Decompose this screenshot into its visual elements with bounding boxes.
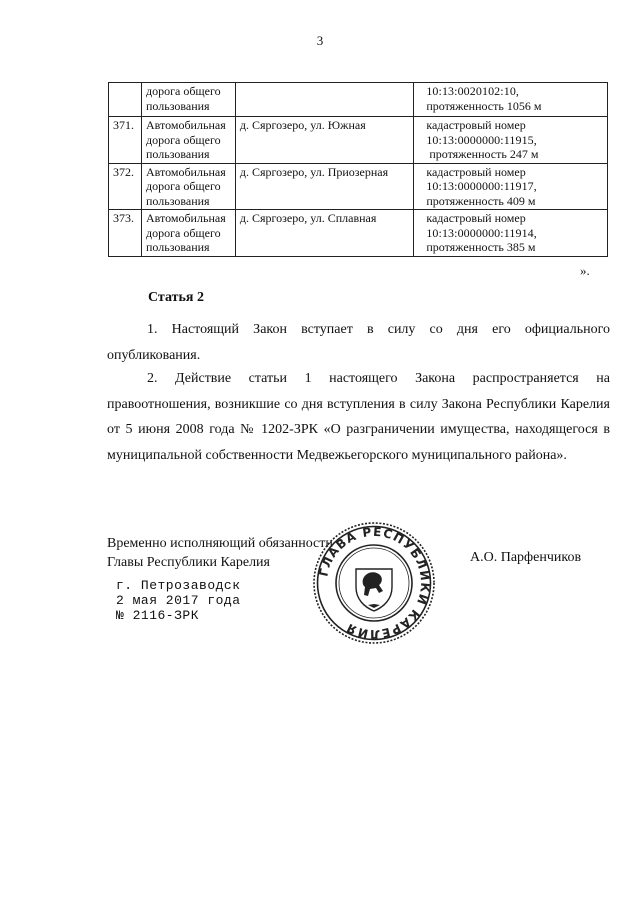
road-location: д. Сяргозеро, ул. Южная [235,117,413,164]
row-number: 372. [109,163,142,210]
table-row [109,210,608,257]
paragraph-1: 1. Настоящий Закон вступает в силу со дня его официального опубликования. [107,322,610,363]
signatory-position-line1: Временно исполняющий обязанности [107,536,333,551]
official-seal [312,521,436,645]
row-number: 371. [109,117,142,164]
table-row [109,83,608,117]
registration-stamp [116,578,241,623]
road-type: Автомобильная дорога общего пользования [141,117,235,164]
closing-quote: ». [580,263,590,278]
row-number [109,83,142,117]
road-location: д. Сяргозеро, ул. Приозерная [235,163,413,210]
road-details: кадастровый номер 10:13:0000000:11914, протяженность 385 м [414,210,608,257]
road-details: 10:13:0020102:10, протяженность 1056 м [414,83,608,117]
signatory-position-line2: Главы Республики Карелия [107,555,270,570]
stamp-number: № 2116-ЗРК [116,608,200,623]
table-row [109,117,608,164]
signatory-position [107,534,333,572]
stamp-city: г. Петрозаводск [116,578,241,593]
register-table [108,82,608,257]
page-number: 3 [316,33,324,48]
paragraph-2: 2. Действие статьи 1 настоящего Закона распространяется на правоотношения, возникшие со дня вступления в силу Закона Республики Карелия от 5 июня 2008 года № 1202-ЗРК «О разграничении имущества, находящегося в муниципальной собственности Медвежьегорского муниципального района». [107,371,610,463]
road-details: кадастровый номер 10:13:0000000:11915, протяженность 247 м [414,117,608,164]
road-type: Автомобильная дорога общего пользования [141,210,235,257]
road-type: дорога общего пользования [141,83,235,117]
road-type: Автомобильная дорога общего пользования [141,163,235,210]
seal-emblem-icon [356,569,392,611]
seal-text: ГЛАВА РЕСПУБЛИКИ КАРЕЛИЯ [316,524,433,642]
road-details: кадастровый номер 10:13:0000000:11917, протяженность 409 м [414,163,608,210]
article-title: Статья 2 [148,290,204,305]
table-row [109,163,608,210]
signatory-name: А.О. Парфенчиков [470,550,582,565]
road-location: д. Сяргозеро, ул. Сплавная [235,210,413,257]
road-location [235,83,413,117]
row-number: 373. [109,210,142,257]
stamp-date: 2 мая 2017 года [116,593,241,608]
